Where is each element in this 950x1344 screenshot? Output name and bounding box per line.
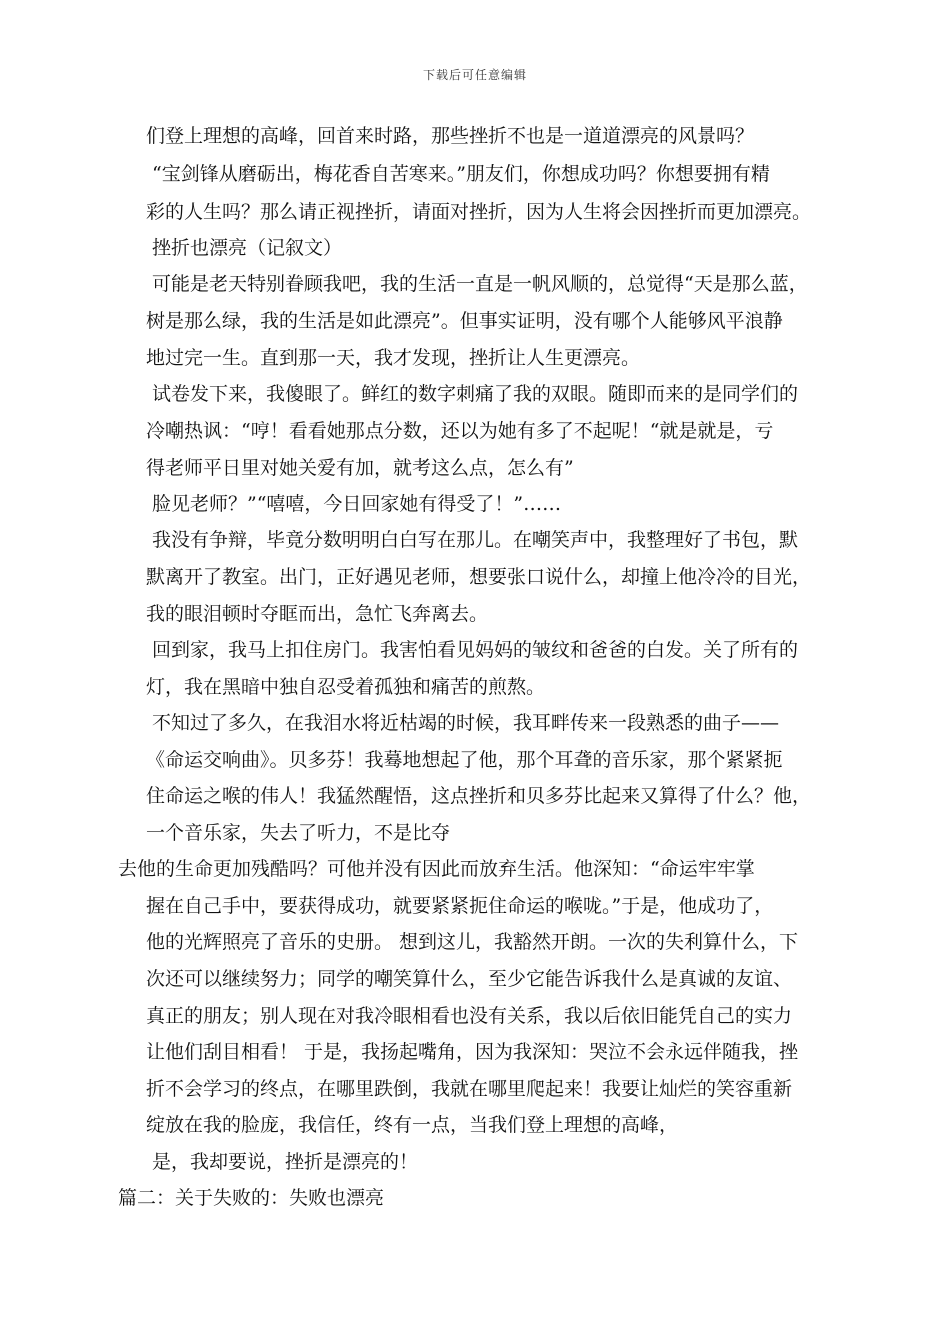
text-line: 脸见老师？”“嘻嘻，今日回家她有得受了！”…… <box>152 493 562 515</box>
text-line: 灯，我在黑暗中独自忍受着孤独和痛苦的煎熬。 <box>146 676 546 698</box>
text-line: 我的眼泪顿时夺眶而出，急忙飞奔离去。 <box>146 603 489 625</box>
text-line: 得老师平日里对她关爱有加，就考这么点，怎么有” <box>146 457 574 479</box>
text-line: 可能是老天特别眷顾我吧，我的生活一直是一帆风顺的，总觉得“天是那么蓝， <box>152 273 808 295</box>
text-line: “宝剑锋从磨砺出，梅花香自苦寒来。”朋友们，你想成功吗？你想要拥有精 <box>152 163 770 185</box>
text-line: 试卷发下来，我傻眼了。鲜红的数字刺痛了我的双眼。随即而来的是同学们的 <box>152 383 799 405</box>
text-line: 次还可以继续努力；同学的嘲笑算什么，至少它能告诉我什么是真诚的友谊、 <box>146 968 793 990</box>
page-header: 下载后可任意编辑 <box>422 68 527 82</box>
text-line: 是，我却要说，挫折是漂亮的！ <box>152 1151 419 1173</box>
text-line: 一个音乐家，失去了听力，不是比夺 <box>146 822 451 844</box>
text-line: 彩的人生吗？那么请正视挫折，请面对挫折，因为人生将会因挫折而更加漂亮。 <box>146 201 812 223</box>
text-line: 真正的朋友；别人现在对我冷眼相看也没有关系，我以后依旧能凭自己的实力 <box>146 1005 793 1027</box>
text-line: 住命运之喉的伟人！我猛然醒悟，这点挫折和贝多芬比起来又算得了什么？他， <box>146 785 812 807</box>
chapter-heading: 篇二：关于失败的：失败也漂亮 <box>118 1187 385 1209</box>
text-line: 默离开了教室。出门，正好遇见老师，想要张口说什么，却撞上他冷冷的目光， <box>146 566 812 588</box>
text-line: 让他们刮目相看！ 于是，我扬起嘴角，因为我深知：哭泣不会永远伴随我，挫 <box>146 1041 799 1063</box>
section-title: 挫折也漂亮（记叙文） <box>152 237 343 259</box>
text-line: 冷嘲热讽：“哼！看看她那点分数，还以为她有多了不起呢！“就是就是，亏 <box>146 420 774 442</box>
text-line: 树是那么绿，我的生活是如此漂亮”。但事实证明，没有哪个人能够风平浪静 <box>146 310 783 332</box>
text-line: 握在自己手中，要获得成功，就要紧紧扼住命运的喉咙。”于是，他成功了， <box>146 895 774 917</box>
text-line: 回到家，我马上扣住房门。我害怕看见妈妈的皱纹和爸爸的白发。关了所有的 <box>152 639 799 661</box>
text-line: 去他的生命更加残酷吗？可他并没有因此而放弃生活。他深知：“命运牢牢掌 <box>118 858 755 880</box>
text-line: 不知过了多久，在我泪水将近枯竭的时候，我耳畔传来一段熟悉的曲子—— <box>152 712 780 734</box>
text-line: 《命运交响曲》。贝多芬！我蓦地想起了他，那个耳聋的音乐家，那个紧紧扼 <box>146 749 783 771</box>
text-line: 我没有争辩，毕竟分数明明白白写在那儿。在嘲笑声中，我整理好了书包，默 <box>152 529 799 551</box>
text-line: 地过完一生。直到那一天，我才发现，挫折让人生更漂亮。 <box>146 347 641 369</box>
text-line: 他的光辉照亮了音乐的史册。 想到这儿，我豁然开朗。一次的失利算什么，下 <box>146 931 799 953</box>
text-line: 们登上理想的高峰，回首来时路，那些挫折不也是一道道漂亮的风景吗？ <box>146 125 755 147</box>
text-line: 折不会学习的终点，在哪里跌倒，我就在哪里爬起来！我要让灿烂的笑容重新 <box>146 1078 793 1100</box>
text-line: 绽放在我的脸庞，我信任，终有一点，当我们登上理想的高峰， <box>146 1114 679 1136</box>
